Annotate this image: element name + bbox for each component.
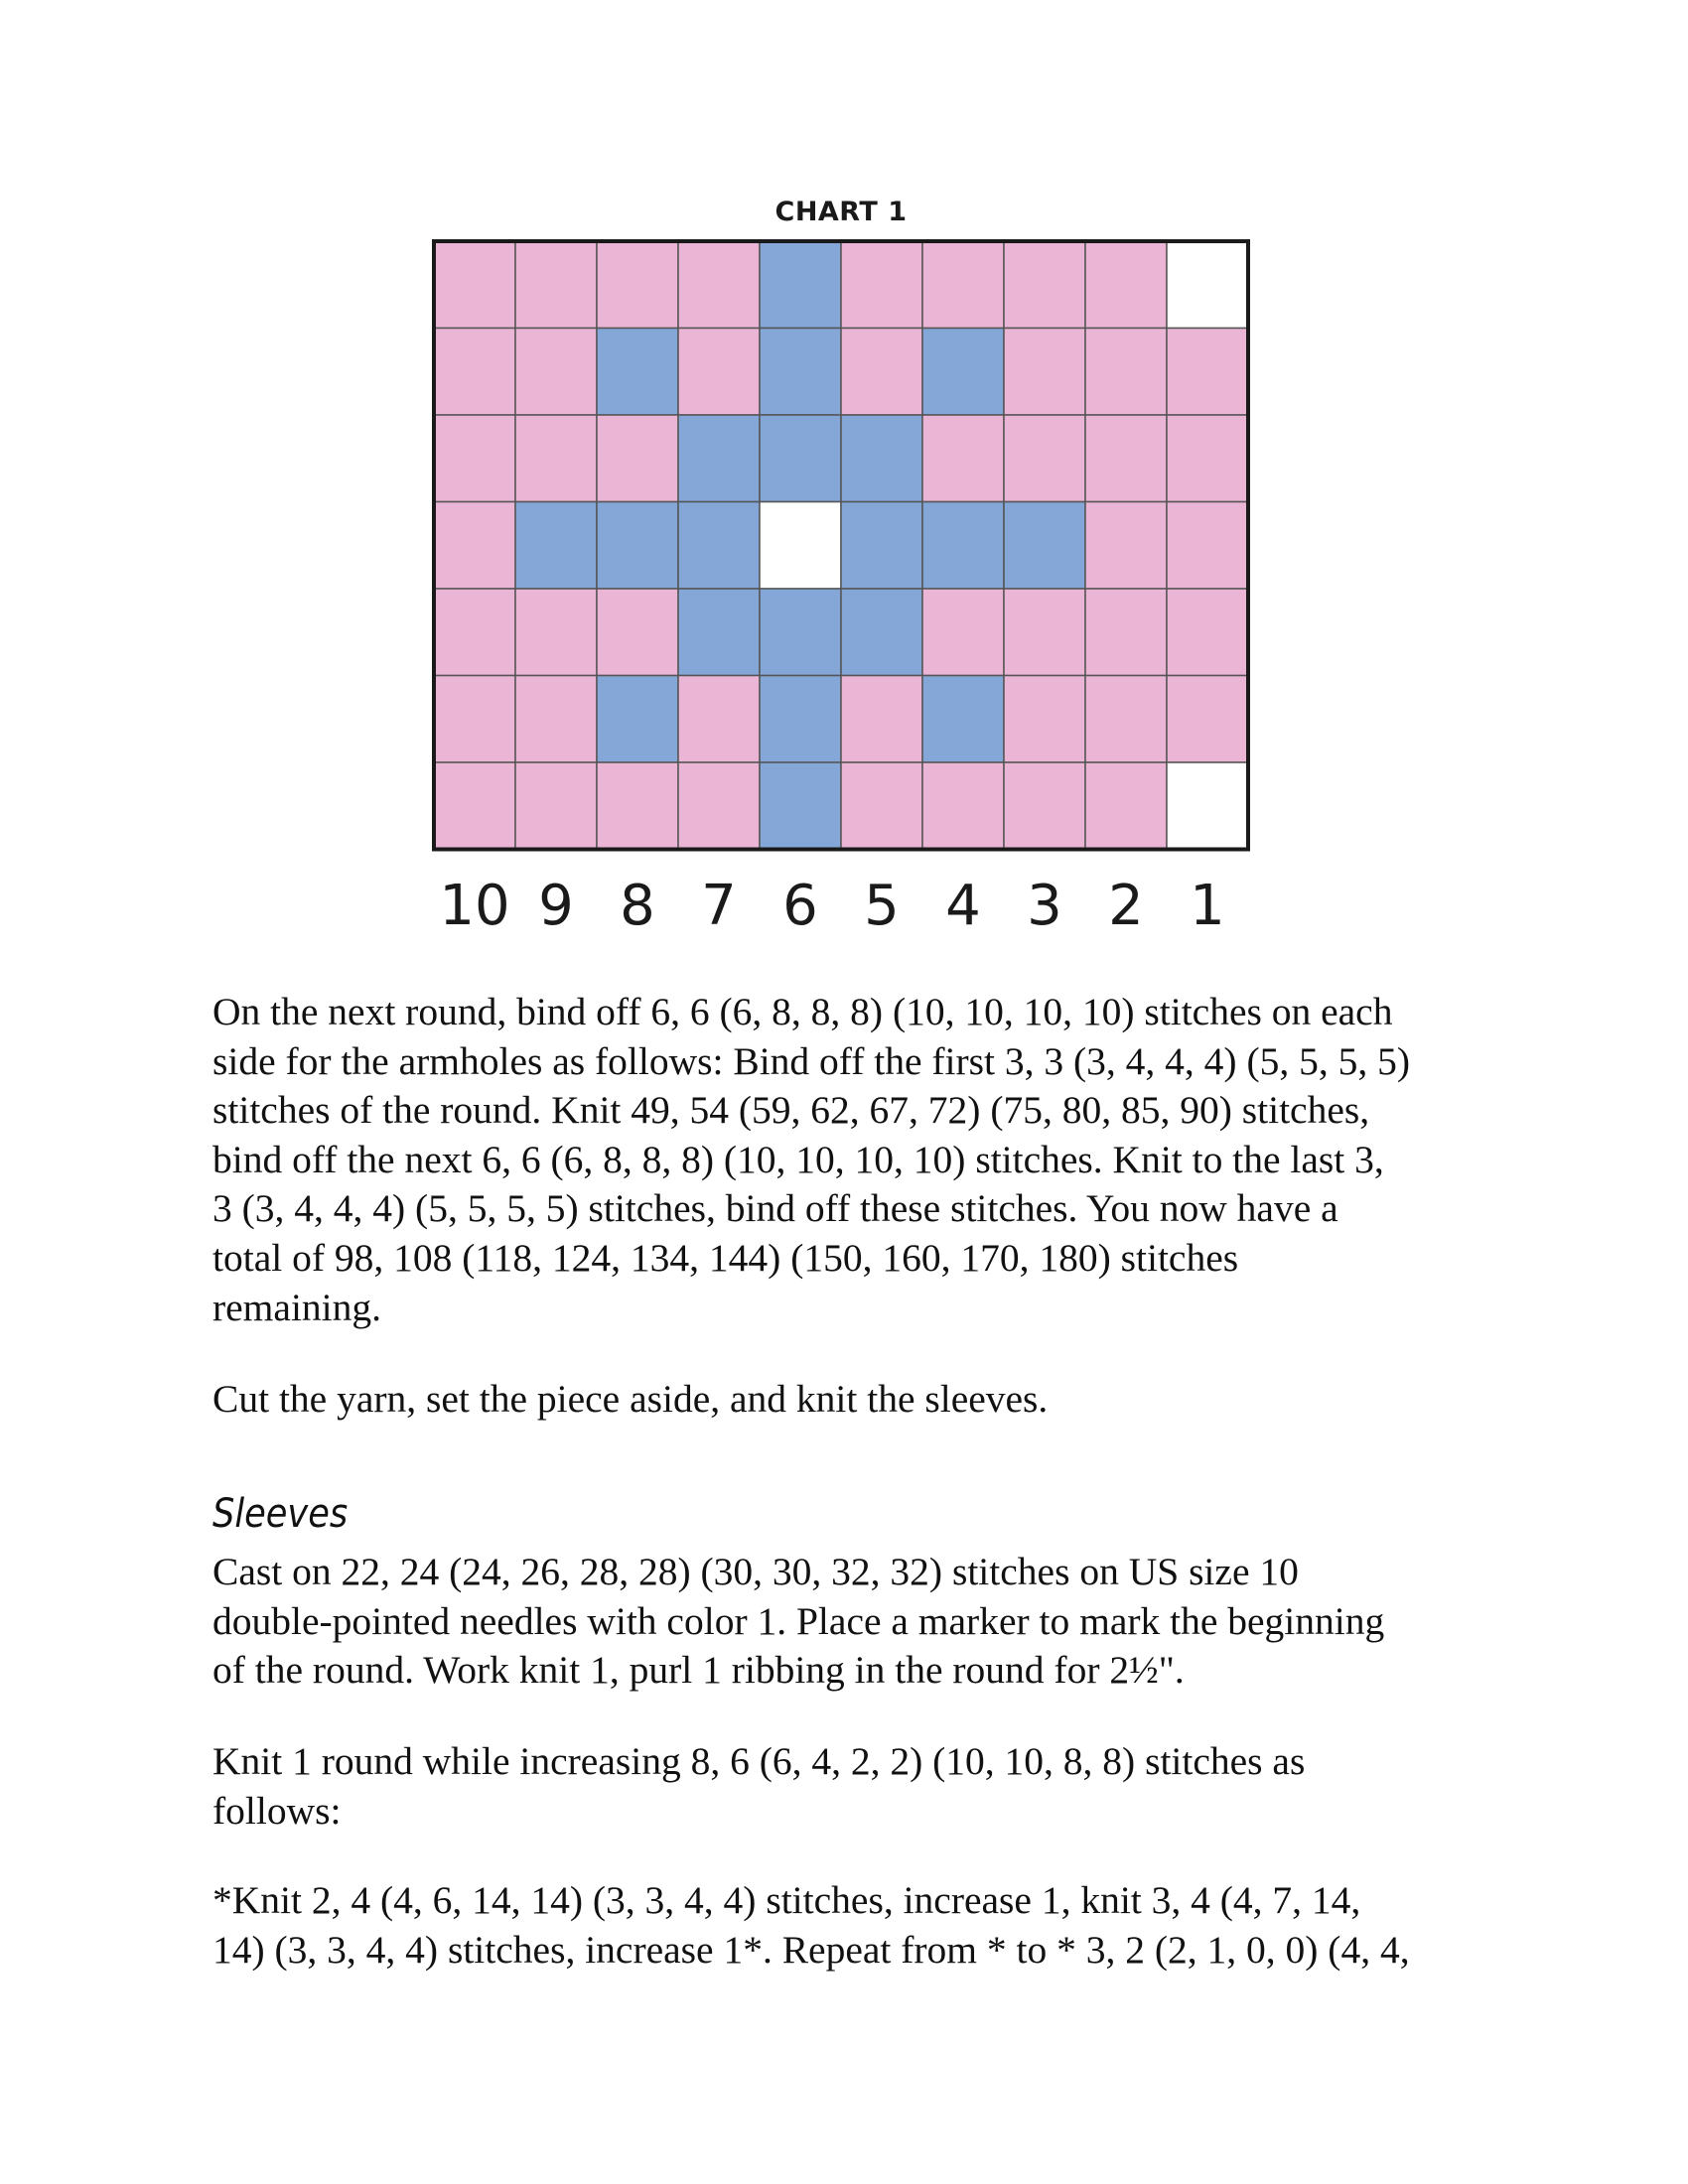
column-number: 5 <box>864 874 900 938</box>
chart-cell-r3-c4 <box>922 415 1004 502</box>
text-line: Cut the yarn, set the piece aside, and knit the sleeves. <box>212 1377 1049 1421</box>
chart-cell-r3-c9 <box>515 415 597 502</box>
text-line: 14) (3, 3, 4, 4) stitches, increase 1*. Repeat from * to * 3, 2 (2, 1, 0, 0) (4, 4, <box>212 1927 1410 1972</box>
cut-yarn-paragraph <box>212 1375 1503 1425</box>
chart-cell-r7-c4 <box>922 762 1004 850</box>
chart-cell-r2-c3 <box>1004 329 1085 416</box>
chart-cell-r3-c1 <box>1167 415 1248 502</box>
chart-cell-r5-c7 <box>678 589 760 676</box>
chart-cell-r7-c8 <box>597 762 678 850</box>
cast-on-paragraph <box>212 1548 1503 1696</box>
chart-cell-r1-c5 <box>841 241 922 329</box>
chart-cell-r5-c1 <box>1167 589 1248 676</box>
chart-cell-r7-c9 <box>515 762 597 850</box>
chart-cell-r5-c3 <box>1004 589 1085 676</box>
chart-cell-r5-c4 <box>922 589 1004 676</box>
chart-cell-r4-c5 <box>841 502 922 590</box>
chart-cell-r4-c3 <box>1004 502 1085 590</box>
column-numbers <box>434 874 1248 943</box>
chart-cell-r5-c8 <box>597 589 678 676</box>
chart-cell-r3-c7 <box>678 415 760 502</box>
chart-cell-r1-c9 <box>515 241 597 329</box>
chart-cell-r2-c9 <box>515 329 597 416</box>
chart-cell-r1-c10 <box>434 241 515 329</box>
sleeves-heading: Sleeves <box>212 1491 349 1537</box>
text-line: double-pointed needles with color 1. Place a marker to mark the beginning <box>212 1598 1385 1643</box>
chart-cell-r6-c6 <box>760 676 841 763</box>
chart-cell-r7-c5 <box>841 762 922 850</box>
text-line: Knit 1 round while increasing 8, 6 (6, 4, 2, 2) (10, 10, 8, 8) stitches as <box>212 1739 1306 1783</box>
chart-cell-r4-c7 <box>678 502 760 590</box>
text-line: On the next round, bind off 6, 6 (6, 8, 8, 8) (10, 10, 10, 10) stitches on each <box>212 990 1393 1033</box>
chart-cell-r5-c6 <box>760 589 841 676</box>
chart-cell-r1-c8 <box>597 241 678 329</box>
chart-cell-r4-c6 <box>760 502 841 590</box>
chart-cell-r4-c4 <box>922 502 1004 590</box>
chart-cell-r2-c8 <box>597 329 678 416</box>
chart-cell-r3-c10 <box>434 415 515 502</box>
chart-cell-r2-c2 <box>1085 329 1167 416</box>
text-line: total of 98, 108 (118, 124, 134, 144) (150, 160, 170, 180) stitches <box>212 1235 1239 1280</box>
chart-cell-r6-c5 <box>841 676 922 763</box>
chart-cell-r7-c3 <box>1004 762 1085 850</box>
text-line: Cast on 22, 24 (24, 26, 28, 28) (30, 30, 32, 32) stitches on US size 10 <box>212 1550 1299 1593</box>
chart-cell-r5-c5 <box>841 589 922 676</box>
increase-round-paragraph <box>212 1737 1503 1836</box>
armholes-paragraph <box>212 988 1503 1332</box>
chart-cell-r7-c6 <box>760 762 841 850</box>
text-line: remaining. <box>212 1285 382 1329</box>
chart-cell-r7-c10 <box>434 762 515 850</box>
text-line: bind off the next 6, 6 (6, 8, 8, 8) (10, 10, 10, 10) stitches. Knit to the last 3, <box>212 1137 1384 1181</box>
text-line: 3 (3, 4, 4, 4) (5, 5, 5, 5) stitches, bind off these stitches. You now have a <box>212 1186 1338 1231</box>
chart-cell-r3-c8 <box>597 415 678 502</box>
chart-cell-r6-c7 <box>678 676 760 763</box>
text-line: stitches of the round. Knit 49, 54 (59, 62, 67, 72) (75, 80, 85, 90) stitches, <box>212 1088 1370 1133</box>
chart-cell-r6-c3 <box>1004 676 1085 763</box>
chart-cell-r6-c2 <box>1085 676 1167 763</box>
chart-cell-r7-c7 <box>678 762 760 850</box>
chart-cell-r6-c10 <box>434 676 515 763</box>
column-number: 10 <box>439 874 510 938</box>
chart-cell-r4-c1 <box>1167 502 1248 590</box>
column-number: 6 <box>782 874 818 938</box>
column-number: 7 <box>701 874 737 938</box>
chart-cell-r2-c6 <box>760 329 841 416</box>
column-number: 2 <box>1108 874 1144 938</box>
chart-cell-r6-c9 <box>515 676 597 763</box>
chart-cell-r6-c1 <box>1167 676 1248 763</box>
chart-cell-r2-c5 <box>841 329 922 416</box>
chart-cell-r2-c10 <box>434 329 515 416</box>
chart-title: CHART 1 <box>774 197 908 227</box>
chart-cell-r1-c7 <box>678 241 760 329</box>
chart-cell-r4-c2 <box>1085 502 1167 590</box>
chart-cell-r2-c7 <box>678 329 760 416</box>
chart-cell-r3-c5 <box>841 415 922 502</box>
chart-cell-r5-c10 <box>434 589 515 676</box>
repeat-paragraph <box>212 1876 1503 1975</box>
chart-cell-r1-c6 <box>760 241 841 329</box>
chart-cell-r5-c9 <box>515 589 597 676</box>
chart-cell-r4-c10 <box>434 502 515 590</box>
text-line: of the round. Work knit 1, purl 1 ribbing in the round for 2½". <box>212 1648 1185 1693</box>
chart-cell-r5-c2 <box>1085 589 1167 676</box>
column-number: 9 <box>538 874 574 938</box>
chart-cell-r1-c1 <box>1167 241 1248 329</box>
chart-cell-r1-c3 <box>1004 241 1085 329</box>
column-number: 3 <box>1027 874 1062 938</box>
column-number: 8 <box>620 874 655 938</box>
chart-cell-r4-c9 <box>515 502 597 590</box>
text-line: *Knit 2, 4 (4, 6, 14, 14) (3, 3, 4, 4) stitches, increase 1, knit 3, 4 (4, 7, 14, <box>212 1878 1361 1922</box>
chart-cell-r1-c4 <box>922 241 1004 329</box>
chart-cell-r7-c2 <box>1085 762 1167 850</box>
chart-cell-r3-c2 <box>1085 415 1167 502</box>
chart-cell-r3-c3 <box>1004 415 1085 502</box>
chart-cell-r6-c4 <box>922 676 1004 763</box>
colorwork-chart <box>427 234 1251 860</box>
chart-cell-r4-c8 <box>597 502 678 590</box>
column-number: 1 <box>1190 874 1225 938</box>
text-line: side for the armholes as follows: Bind off the first 3, 3 (3, 4, 4, 4) (5, 5, 5, 5) <box>212 1038 1411 1083</box>
chart-cell-r7-c1 <box>1167 762 1248 850</box>
chart-cell-r2-c4 <box>922 329 1004 416</box>
column-number: 4 <box>945 874 981 938</box>
chart-cell-r2-c1 <box>1167 329 1248 416</box>
chart-cell-r3-c6 <box>760 415 841 502</box>
chart-cell-r6-c8 <box>597 676 678 763</box>
chart-cell-r1-c2 <box>1085 241 1167 329</box>
text-line: follows: <box>212 1788 342 1833</box>
